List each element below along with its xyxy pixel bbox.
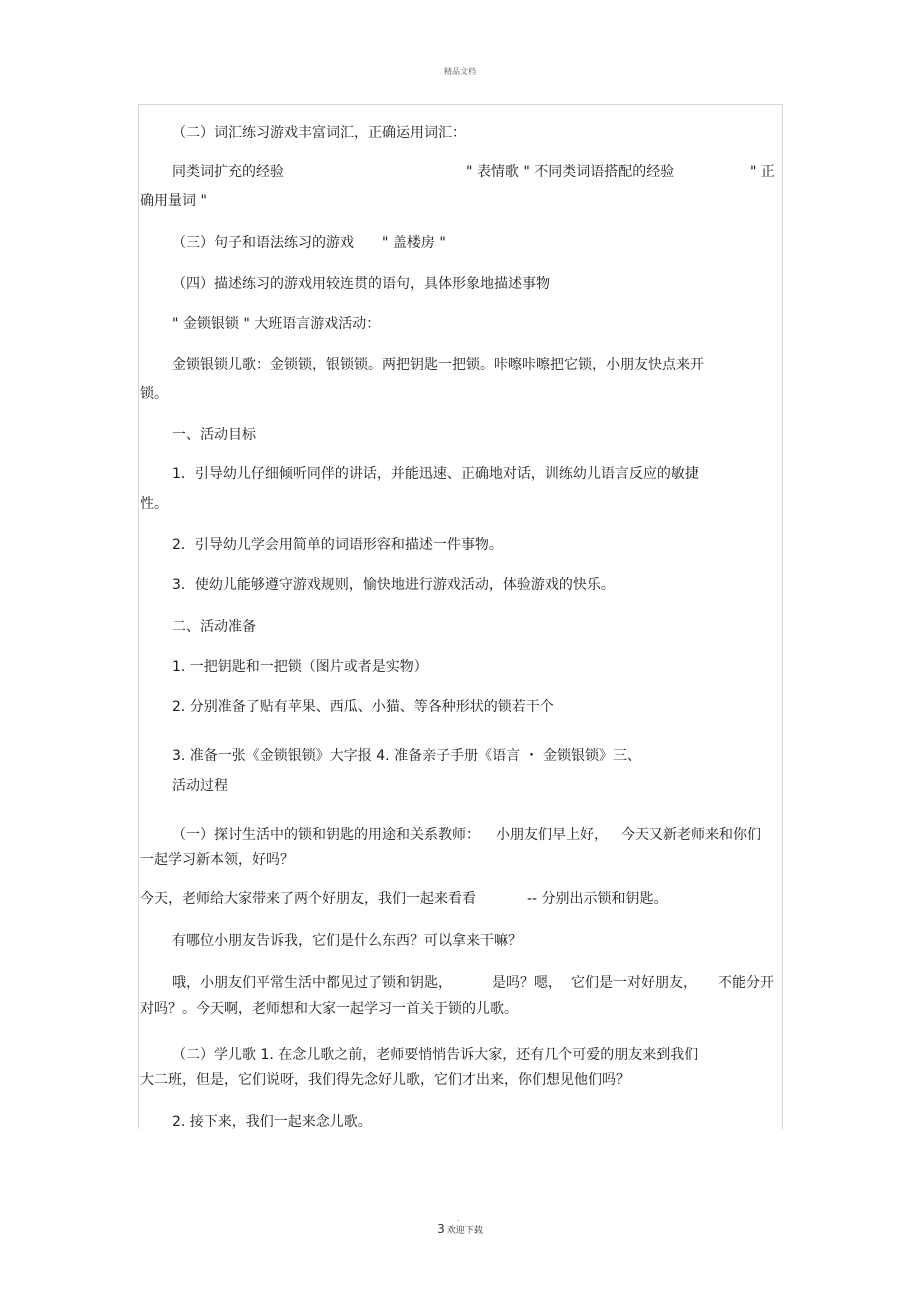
text-line: （三）句子和语法练习的游戏 <box>172 235 354 251</box>
text-line: 二、活动准备 <box>172 619 256 635</box>
page-header: 精品文档 <box>444 67 476 76</box>
text-line: 性。 <box>140 496 168 512</box>
text-line: 1. 一把钥匙和一把锁（图片或者是实物） <box>172 659 428 675</box>
text-line: 今天，老师给大家带来了两个好朋友，我们一起来看看 <box>140 891 476 907</box>
text-line: 2. 接下来，我们一起来念儿歌。 <box>172 1114 372 1130</box>
text-line: 对吗？。今天啊，老师想和大家一起学习一首关于锁的儿歌。 <box>140 1001 518 1017</box>
text-line: 一、活动目标 <box>172 427 256 443</box>
text-line: 大二班，但是，它们说呀，我们得先念好儿歌，它们才出来，你们想见他们吗？ <box>140 1072 630 1088</box>
page-number: 3 <box>437 1222 445 1236</box>
text-line: 是吗？嗯， <box>492 975 562 991</box>
text-line: （二）词汇练习游戏丰富词汇，正确运用词汇： <box>172 125 466 141</box>
text-line: 活动过程 <box>172 778 228 794</box>
text-line: 一起学习新本领，好吗？ <box>140 852 294 868</box>
text-line: -- 分别出示锁和钥匙。 <box>527 891 668 907</box>
text-line: 3. 准备一张《金锁银锁》大字报 4. 准备亲子手册《语言 ・ 金锁银锁》三、 <box>172 748 641 764</box>
text-line: " 盖楼房 " <box>382 235 446 251</box>
footer-dot: . <box>457 1214 460 1223</box>
text-line: （二）学儿歌 1. 在念儿歌之前，老师要悄悄告诉大家，还有几个可爱的朋友来到我们 <box>172 1047 699 1063</box>
text-line: 不能分开 <box>718 975 774 991</box>
page-footer <box>0 1222 920 1236</box>
text-line: " 金锁银锁 " 大班语言游戏活动： <box>172 316 381 332</box>
text-line: （四）描述练习的游戏用较连贯的语句，具体形象地描述事物 <box>172 276 550 292</box>
text-line: 小朋友们早上好， <box>496 827 608 843</box>
text-line: 同类词扩充的经验 <box>172 164 284 180</box>
text-line: 今天又新老师来和你们 <box>621 827 761 843</box>
text-line: " 表情歌 " 不同类词语搭配的经验 <box>466 164 675 180</box>
text-line: 锁。 <box>140 386 168 402</box>
text-line: 哦，小朋友们平常生活中都见过了锁和钥匙， <box>172 975 452 991</box>
text-line: 确用量词 " <box>140 193 207 209</box>
text-line: 有哪位小朋友告诉我，它们是什么东西？可以拿来干嘛？ <box>172 933 522 949</box>
footer-text: 欢迎下载 <box>446 1226 483 1236</box>
text-line: （一）探讨生活中的锁和钥匙的用途和关系教师： <box>172 827 480 843</box>
text-line: 金锁银锁儿歌：金锁锁，银锁锁。两把钥匙一把锁。咔嚓咔嚓把它锁，小朋友快点来开 <box>172 357 704 373</box>
text-line: " 正 <box>750 164 775 180</box>
text-line: 它们是一对好朋友， <box>571 975 697 991</box>
text-line: 2. 分别准备了贴有苹果、西瓜、小猫、等各种形状的锁若干个 <box>172 699 554 715</box>
text-line: 1．引导幼儿仔细倾听同伴的讲话，并能迅速、正确地对话，训练幼儿语言反应的敏捷 <box>172 466 699 482</box>
text-line: 3．使幼儿能够遵守游戏规则，愉快地进行游戏活动，体验游戏的快乐。 <box>172 577 615 593</box>
text-line: 2．引导幼儿学会用简单的词语形容和描述一件事物。 <box>172 537 503 553</box>
